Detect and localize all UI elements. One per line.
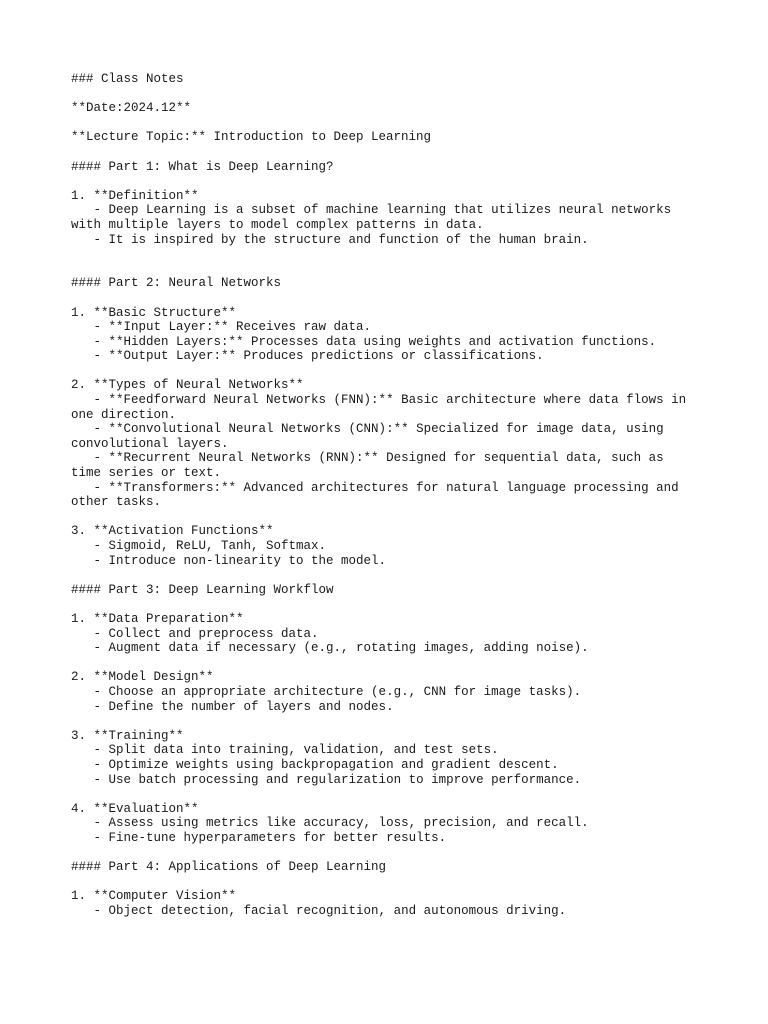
document-line: - Deep Learning is a subset of machine learning that utilizes neural networks xyxy=(71,203,672,218)
document-line: - **Hidden Layers:** Processes data using weights and activation functions. xyxy=(71,334,657,349)
document-line: 3. **Activation Functions** xyxy=(71,524,274,539)
document-line xyxy=(71,510,751,525)
document-line: - Augment data if necessary (e.g., rotating images, adding noise). xyxy=(71,641,589,656)
class-notes-document xyxy=(71,72,751,918)
document-line: other tasks. xyxy=(71,495,162,510)
document-line: - Fine-tune hyperparameters for better results. xyxy=(71,830,447,845)
document-line xyxy=(71,291,751,306)
document-line: #### Part 3: Deep Learning Workflow xyxy=(71,582,334,597)
document-line: 1. **Computer Vision** xyxy=(71,889,237,904)
document-line: - Sigmoid, ReLU, Tanh, Softmax. xyxy=(71,539,327,553)
document-line xyxy=(71,87,751,102)
document-line: - **Feedforward Neural Networks (FNN):** Basic architecture where data flows in xyxy=(71,393,687,408)
document-line: #### Part 2: Neural Networks xyxy=(71,276,282,291)
document-line xyxy=(71,247,751,262)
document-line: 3. **Training** xyxy=(71,728,184,743)
document-line: - Split data into training, validation, and test sets. xyxy=(71,743,499,758)
document-line: time series or text. xyxy=(71,466,222,481)
document-line: - **Transformers:** Advanced architectures for natural language processing and xyxy=(71,480,679,495)
document-line: 4. **Evaluation** xyxy=(71,801,199,816)
document-line: **Date:2024.12** xyxy=(71,101,192,116)
document-line: - **Input Layer:** Receives raw data. xyxy=(71,320,372,335)
document-line xyxy=(71,364,751,379)
document-line: convolutional layers. xyxy=(71,436,229,451)
document-line xyxy=(71,174,751,189)
document-line: #### Part 1: What is Deep Learning? xyxy=(71,159,334,174)
document-line: one direction. xyxy=(71,407,177,422)
document-line xyxy=(71,875,751,890)
document-line: - Use batch processing and regularization to improve performance. xyxy=(71,772,582,787)
document-line xyxy=(71,145,751,160)
document-line: 1. **Definition** xyxy=(71,188,199,203)
document-line: 2. **Types of Neural Networks** xyxy=(71,378,304,393)
document-line xyxy=(71,597,751,612)
document-line xyxy=(71,568,751,583)
document-line xyxy=(71,656,751,671)
document-line xyxy=(71,714,751,729)
document-line: - Assess using metrics like accuracy, loss, precision, and recall. xyxy=(71,816,589,831)
document-line: 2. **Model Design** xyxy=(71,670,214,685)
document-line: - Define the number of layers and nodes. xyxy=(71,699,394,714)
document-line: - Object detection, facial recognition, and autonomous driving. xyxy=(71,903,567,918)
document-line: - Optimize weights using backpropagation and gradient descent. xyxy=(71,757,559,772)
document-line: - Choose an appropriate architecture (e.g., CNN for image tasks). xyxy=(71,684,582,699)
document-line: 1. **Data Preparation** xyxy=(71,611,244,626)
document-line: - Collect and preprocess data. xyxy=(71,626,319,641)
document-line xyxy=(71,787,751,802)
document-line: #### Part 4: Applications of Deep Learning xyxy=(71,860,387,875)
document-line xyxy=(71,116,751,131)
document-line: - **Output Layer:** Produces predictions or classifications. xyxy=(71,349,544,364)
document-line: - **Convolutional Neural Networks (CNN):** Specialized for image data, using xyxy=(71,422,664,437)
document-line: - Introduce non-linearity to the model. xyxy=(71,553,387,568)
document-line: **Lecture Topic:** Introduction to Deep Learning xyxy=(71,130,432,145)
document-line: - **Recurrent Neural Networks (RNN):** Designed for sequential data, such as xyxy=(71,451,664,466)
document-line: ### Class Notes xyxy=(71,72,184,86)
document-line xyxy=(71,262,751,277)
document-line xyxy=(71,845,751,860)
document-line: - It is inspired by the structure and function of the human brain. xyxy=(71,232,589,247)
document-line: with multiple layers to model complex patterns in data. xyxy=(71,217,484,232)
document-line: 1. **Basic Structure** xyxy=(71,305,237,320)
